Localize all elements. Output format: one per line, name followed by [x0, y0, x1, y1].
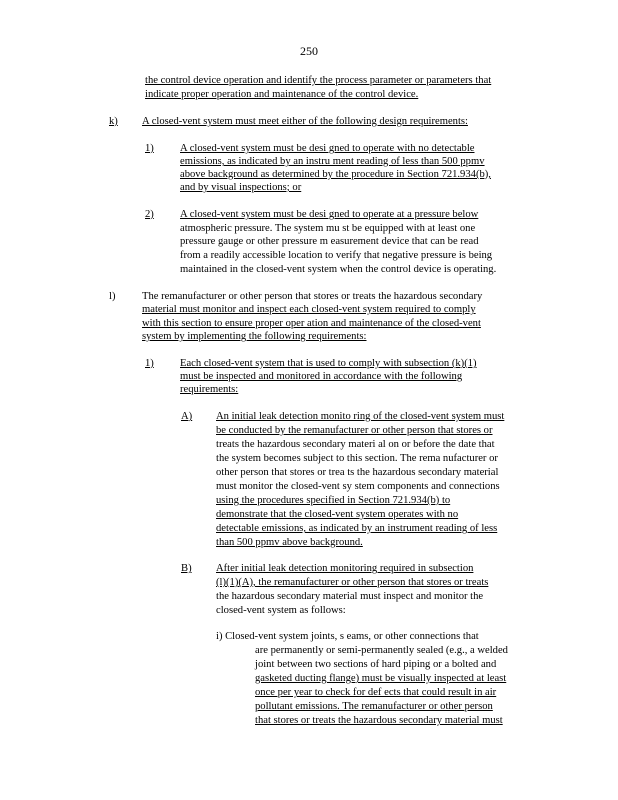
l-item1-marker: 1) — [145, 358, 154, 369]
section-l-line: system by implementing the following requirements: — [142, 331, 367, 342]
l-B-i-line: gasketed ducting flange) must be visually inspected at least — [255, 673, 507, 684]
k-item1-line: emissions, as indicated by an instru ment reading of less than 500 ppmv — [180, 156, 485, 167]
l-A-line: An initial leak detection monito ring of the closed-vent system must — [216, 411, 505, 422]
l-B-line: the hazardous secondary material must inspect and monitor the — [216, 591, 484, 602]
k-item2-line: A closed-vent system must be desi gned to operate at a pressure below — [180, 209, 479, 220]
l-B-i-line: joint between two sections of hard piping or a bolted and — [255, 659, 497, 670]
l-A-line: treats the hazardous secondary materi al on or before the date that — [216, 439, 495, 450]
l-B-line: After initial leak detection monitoring required in subsection — [216, 563, 474, 574]
l-A-line: using the procedures specified in Section 721.934(b) to — [216, 495, 451, 506]
l-B-line: (l)(1)(A), the remanufacturer or other person that stores or treats — [216, 577, 489, 588]
k-item1-line: A closed-vent system must be desi gned to operate with no detectable — [180, 143, 475, 154]
page-number: 250 — [300, 44, 318, 58]
l-A-line: demonstrate that the closed-vent system operates with no — [216, 509, 459, 520]
intro-line: the control device operation and identify the process parameter or parameters that — [145, 75, 492, 86]
section-l-line: with this section to ensure proper oper ation and maintenance of the closed-vent — [142, 318, 481, 329]
k-item2-line: atmospheric pressure. The system mu st be equipped with at least one — [180, 223, 476, 234]
l-B-i-line: that stores or treats the hazardous secondary material must — [255, 715, 503, 726]
k-item1-line: above background as determined by the procedure in Section 721.934(b), — [180, 169, 491, 180]
section-k-marker: k) — [109, 116, 118, 127]
section-k-heading: A closed-vent system must meet either of the following design requirements: — [142, 116, 468, 127]
section-l-marker: l) — [109, 291, 116, 302]
k-item2-line: from a readily accessible location to verify that negative pressure is being — [180, 250, 493, 261]
k-item1-line: and by visual inspections; or — [180, 182, 302, 193]
l-B-i-line: are permanently or semi-permanently sealed (e.g., a welded — [255, 645, 508, 656]
section-l-line: The remanufacturer or other person that stores or treats the hazardous secondary — [142, 291, 483, 302]
l-B-i-line: once per year to check for def ects that could result in air — [255, 687, 497, 698]
l-B-i-line: i) Closed-vent system joints, s eams, or other connections that — [216, 631, 479, 642]
l-B-i-line: pollutant emissions. The remanufacturer or other person — [255, 701, 493, 712]
k-item2-marker: 2) — [145, 209, 154, 220]
l-A-line: than 500 ppmv above background. — [216, 537, 363, 548]
l-item1-line: requirements: — [180, 384, 239, 395]
intro-line: indicate proper operation and maintenance of the control device. — [145, 89, 419, 100]
l-item1-line: Each closed-vent system that is used to comply with subsection (k)(1) — [180, 358, 477, 369]
l-B-line: closed-vent system as follows: — [216, 605, 346, 616]
l-A-line: other person that stores or trea ts the hazardous secondary material — [216, 467, 499, 478]
k-item1-marker: 1) — [145, 143, 154, 154]
l-A-line: the system becomes subject to this section. The rema nufacturer or — [216, 453, 498, 464]
section-l-line: material must monitor and inspect each closed-vent system required to comply — [142, 304, 476, 315]
l-B-marker: B) — [181, 563, 192, 574]
k-item2-line: pressure gauge or other pressure m easurement device that can be read — [180, 236, 479, 247]
l-A-line: detectable emissions, as indicated by an instrument reading of less — [216, 523, 498, 534]
k-item2-line: maintained in the closed-vent system when the control device is operating. — [180, 264, 497, 275]
l-A-line: must monitor the closed-vent sy stem components and connections — [216, 481, 500, 492]
l-item1-line: must be inspected and monitored in accordance with the following — [180, 371, 463, 382]
l-A-line: be conducted by the remanufacturer or other person that stores or — [216, 425, 493, 436]
l-A-marker: A) — [181, 411, 193, 422]
